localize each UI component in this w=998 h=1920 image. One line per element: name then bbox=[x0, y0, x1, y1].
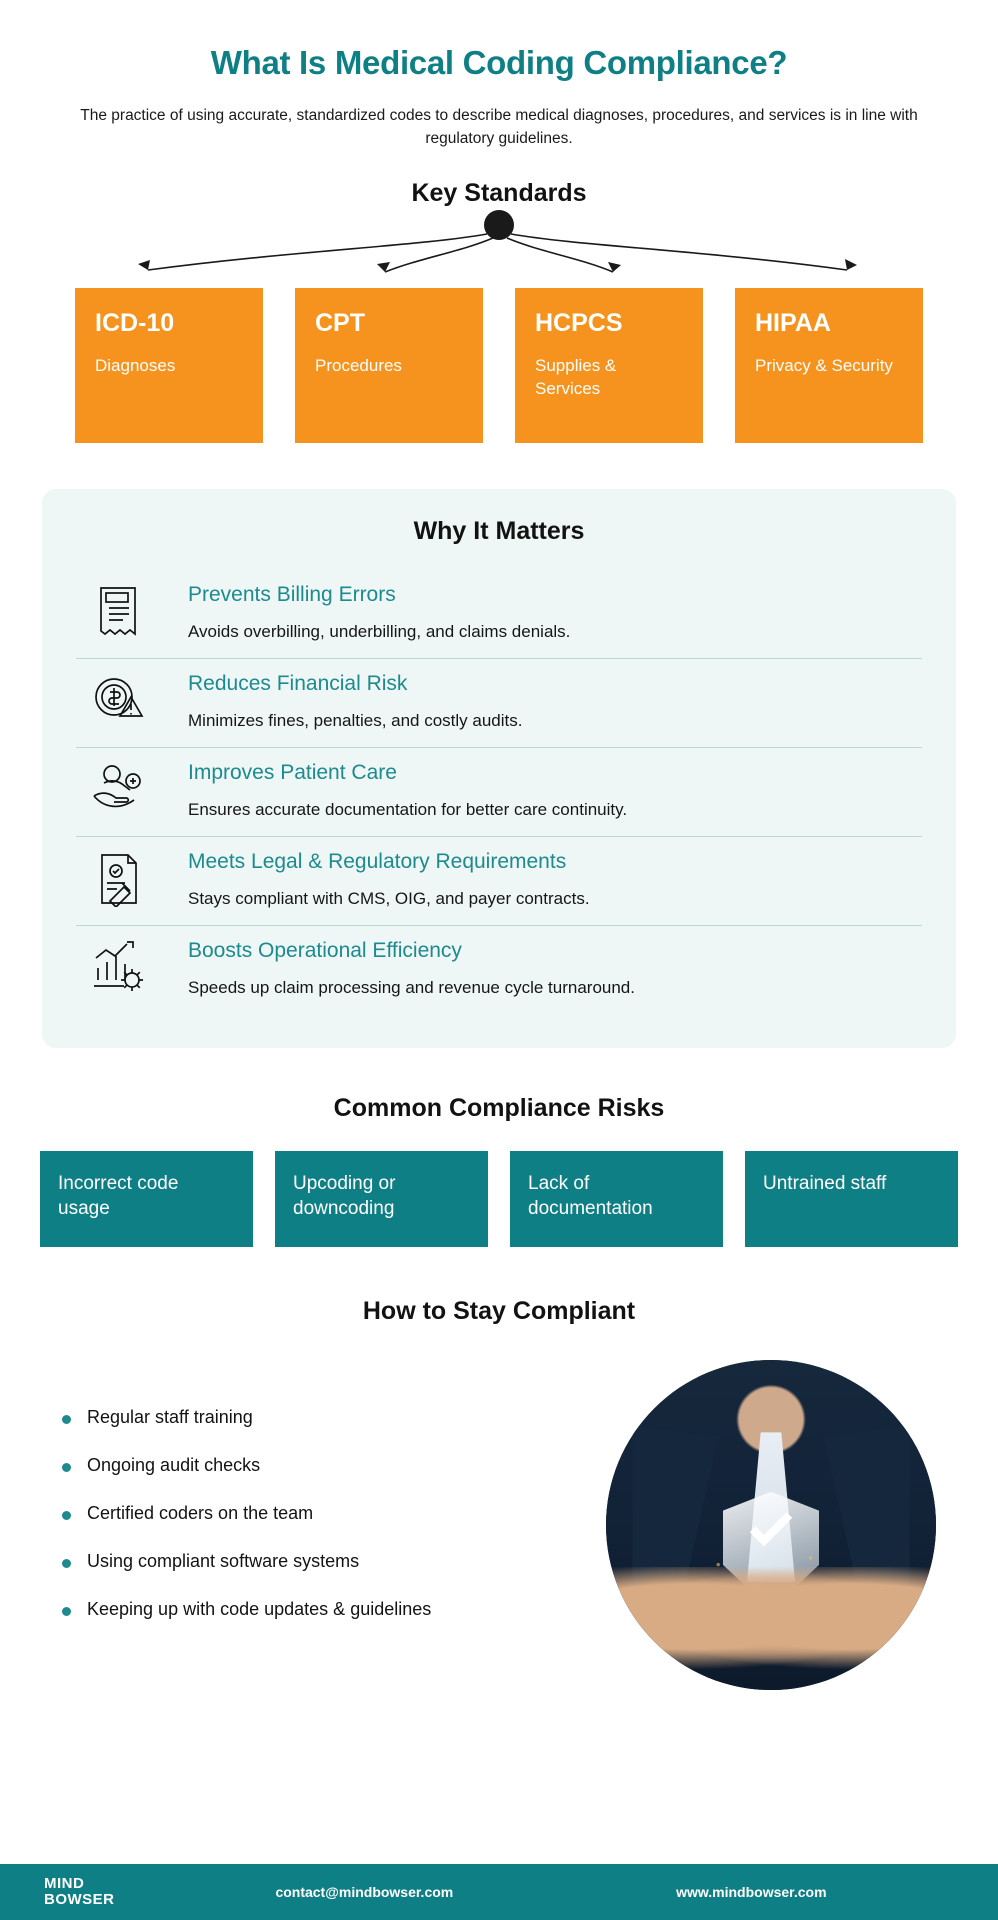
why-it-matters-list bbox=[76, 570, 922, 1014]
patient-care-hand-icon bbox=[76, 758, 162, 814]
bullet-dot-icon bbox=[62, 1559, 71, 1568]
why-desc: Minimizes fines, penalties, and costly audits. bbox=[188, 710, 523, 730]
standard-code: HIPAA bbox=[755, 308, 831, 337]
why-it-matters-heading: Why It Matters bbox=[413, 516, 585, 545]
photo-hands bbox=[606, 1567, 936, 1677]
page-subtitle: The practice of using accurate, standardized codes to describe medical diagnoses, procedures, and services is in line with regulatory guidelines. bbox=[80, 107, 918, 148]
logo-line-2: BOWSER bbox=[44, 1891, 115, 1908]
why-title: Boosts Operational Efficiency bbox=[188, 938, 462, 962]
brand-logo bbox=[44, 1876, 164, 1908]
list-item-label: Ongoing audit checks bbox=[87, 1454, 261, 1475]
footer-website[interactable]: www.mindbowser.com bbox=[676, 1884, 827, 1900]
why-item bbox=[76, 570, 922, 658]
standard-card bbox=[75, 288, 263, 443]
why-title: Prevents Billing Errors bbox=[188, 582, 396, 606]
footer-email[interactable]: contact@mindbowser.com bbox=[275, 1884, 454, 1900]
list-item-label: Using compliant software systems bbox=[87, 1550, 360, 1571]
how-to-stay-compliant-heading: How to Stay Compliant bbox=[362, 1296, 636, 1325]
why-title: Improves Patient Care bbox=[188, 760, 397, 784]
standard-card bbox=[735, 288, 923, 443]
key-standards-heading: Key Standards bbox=[411, 178, 587, 207]
page-title: What Is Medical Coding Compliance? bbox=[210, 44, 788, 81]
standard-code: HCPCS bbox=[535, 308, 623, 337]
standard-desc: Privacy & Security bbox=[755, 356, 893, 375]
bullet-dot-icon bbox=[62, 1415, 71, 1424]
standard-code: ICD-10 bbox=[95, 308, 175, 337]
why-desc: Ensures accurate documentation for better care continuity. bbox=[188, 799, 628, 819]
why-text bbox=[188, 847, 922, 911]
standard-desc: Supplies & Services bbox=[535, 356, 617, 398]
why-desc: Stays compliant with CMS, OIG, and payer contracts. bbox=[188, 888, 590, 908]
list-item-label: Regular staff training bbox=[87, 1406, 253, 1427]
money-warning-icon bbox=[76, 669, 162, 725]
why-text bbox=[188, 580, 922, 644]
list-item-label: Keeping up with code updates & guidelines bbox=[87, 1598, 432, 1619]
risk-card: Upcoding or downcoding bbox=[275, 1151, 488, 1247]
how-to-stay-compliant-body bbox=[0, 1326, 998, 1690]
footer bbox=[0, 1864, 998, 1920]
why-title: Meets Legal & Regulatory Requirements bbox=[188, 849, 567, 873]
standard-desc: Diagnoses bbox=[95, 356, 176, 375]
standard-code: CPT bbox=[315, 308, 365, 337]
why-item bbox=[76, 836, 922, 925]
standard-card bbox=[295, 288, 483, 443]
risks-heading: Common Compliance Risks bbox=[333, 1093, 665, 1122]
key-standards-section bbox=[0, 179, 998, 443]
compliant-bullet-list bbox=[62, 1403, 586, 1647]
why-text bbox=[188, 936, 922, 1000]
bullet-dot-icon bbox=[62, 1511, 71, 1520]
list-item bbox=[62, 1455, 586, 1476]
growth-chart-gear-icon bbox=[76, 936, 162, 994]
logo-line-1: MIND bbox=[44, 1875, 85, 1893]
why-desc: Speeds up claim processing and revenue cycle turnaround. bbox=[188, 977, 635, 997]
risk-card: Lack of documentation bbox=[510, 1151, 723, 1247]
why-item bbox=[76, 747, 922, 836]
list-item bbox=[62, 1599, 586, 1620]
header bbox=[0, 0, 998, 151]
list-item bbox=[62, 1407, 586, 1428]
list-item-label: Certified coders on the team bbox=[87, 1502, 314, 1523]
bullet-dot-icon bbox=[62, 1463, 71, 1472]
legal-gavel-document-icon bbox=[76, 847, 162, 907]
why-item bbox=[76, 658, 922, 747]
list-item bbox=[62, 1551, 586, 1572]
why-text bbox=[188, 758, 922, 822]
standards-connector-lines bbox=[0, 208, 998, 288]
why-item bbox=[76, 925, 922, 1014]
risks-cards bbox=[0, 1151, 998, 1247]
why-text bbox=[188, 669, 922, 733]
connector-svg bbox=[0, 208, 998, 288]
compliance-photo bbox=[606, 1360, 936, 1690]
bill-invoice-icon bbox=[76, 580, 162, 640]
standard-card bbox=[515, 288, 703, 443]
standard-desc: Procedures bbox=[315, 356, 402, 375]
standards-cards bbox=[0, 288, 998, 443]
list-item bbox=[62, 1503, 586, 1524]
risk-card: Untrained staff bbox=[745, 1151, 958, 1247]
risk-card: Incorrect code usage bbox=[40, 1151, 253, 1247]
why-it-matters-panel bbox=[42, 489, 956, 1048]
why-title: Reduces Financial Risk bbox=[188, 671, 408, 695]
bullet-dot-icon bbox=[62, 1607, 71, 1616]
footer-contacts bbox=[164, 1884, 998, 1900]
why-desc: Avoids overbilling, underbilling, and claims denials. bbox=[188, 621, 571, 641]
